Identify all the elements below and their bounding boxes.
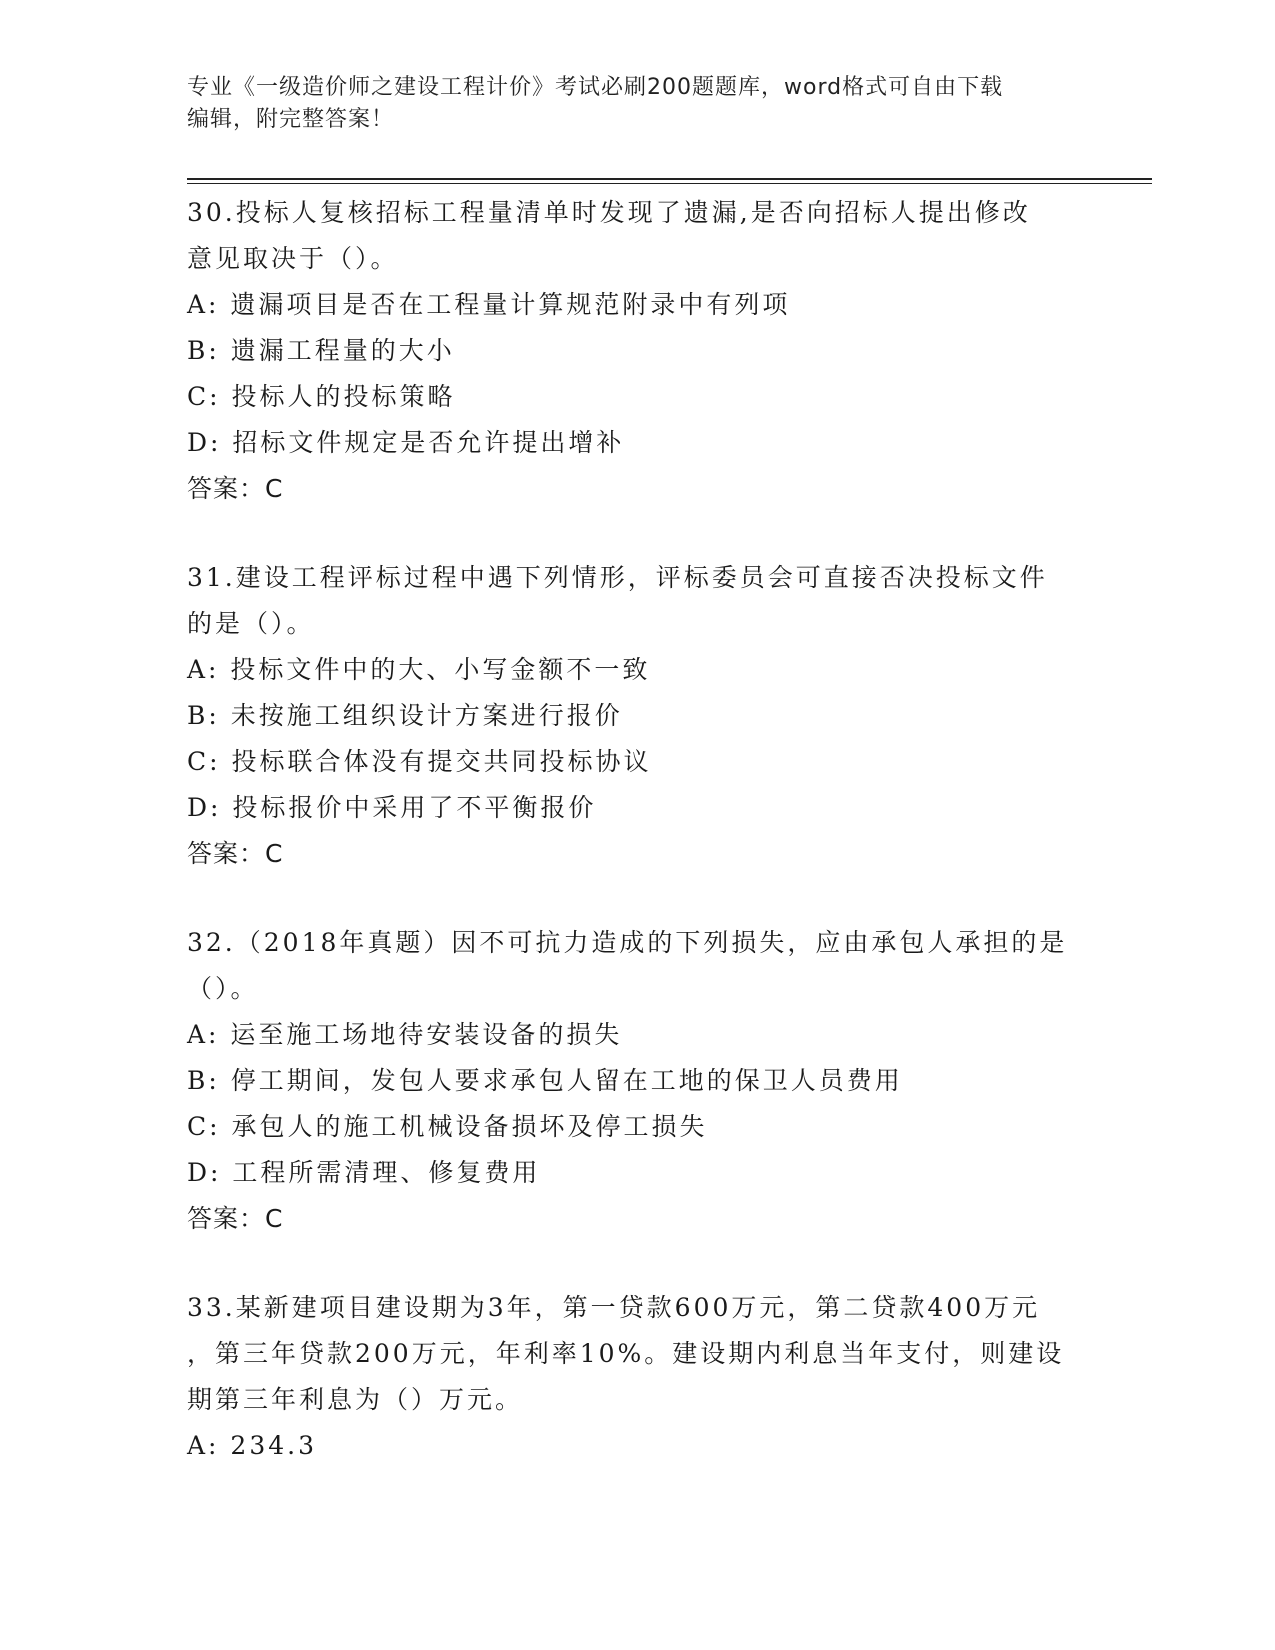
answer-label: 答案：C xyxy=(187,839,284,868)
option-c: C: 投标人的投标策略 xyxy=(187,382,456,411)
question-stem: 30.投标人复核招标工程量清单时发现了遗漏,是否向招标人提出修改 xyxy=(187,198,1031,227)
header-line-1: 专业《一级造价师之建设工程计价》考试必刷200题题库，word格式可自由下载 xyxy=(187,75,1004,100)
option-a: A: 遗漏项目是否在工程量计算规范附录中有列项 xyxy=(187,290,791,319)
question-32 xyxy=(187,920,1087,1242)
header-divider-thick xyxy=(187,178,1152,180)
question-stem: 33.某新建项目建设期为3年，第一贷款600万元，第二贷款400万元 xyxy=(187,1293,1041,1322)
option-d: D: 招标文件规定是否允许提出增补 xyxy=(187,428,625,457)
question-stem: 31.建设工程评标过程中遇下列情形，评标委员会可直接否决投标文件 xyxy=(187,563,1048,592)
question-stem: 的是（）。 xyxy=(187,609,315,638)
header-divider-thin xyxy=(187,183,1152,184)
question-stem: （）。 xyxy=(187,974,259,1003)
option-b: B: 未按施工组织设计方案进行报价 xyxy=(187,701,623,730)
answer-label: 答案：C xyxy=(187,474,284,503)
question-stem: 期第三年利息为（）万元。 xyxy=(187,1385,524,1414)
document-header xyxy=(187,72,1087,136)
header-line-2: 编辑，附完整答案！ xyxy=(187,107,395,132)
question-stem: ，第三年贷款200万元，年利率10%。建设期内利息当年支付，则建设 xyxy=(187,1339,1065,1368)
option-a: A: 234.3 xyxy=(187,1431,317,1460)
question-30 xyxy=(187,190,1087,512)
question-list xyxy=(187,190,1087,1512)
question-33 xyxy=(187,1285,1087,1469)
option-c: C: 投标联合体没有提交共同投标协议 xyxy=(187,747,652,776)
option-c: C: 承包人的施工机械设备损坏及停工损失 xyxy=(187,1112,708,1141)
option-d: D: 工程所需清理、修复费用 xyxy=(187,1158,541,1187)
question-stem: 32.（2018年真题）因不可抗力造成的下列损失，应由承包人承担的是 xyxy=(187,928,1068,957)
question-stem: 意见取决于（）。 xyxy=(187,244,399,273)
question-31 xyxy=(187,555,1087,877)
option-b: B: 遗漏工程量的大小 xyxy=(187,336,455,365)
option-d: D: 投标报价中采用了不平衡报价 xyxy=(187,793,597,822)
option-a: A: 运至施工场地待安装设备的损失 xyxy=(187,1020,623,1049)
option-b: B: 停工期间，发包人要求承包人留在工地的保卫人员费用 xyxy=(187,1066,903,1095)
answer-label: 答案：C xyxy=(187,1204,284,1233)
option-a: A: 投标文件中的大、小写金额不一致 xyxy=(187,655,651,684)
